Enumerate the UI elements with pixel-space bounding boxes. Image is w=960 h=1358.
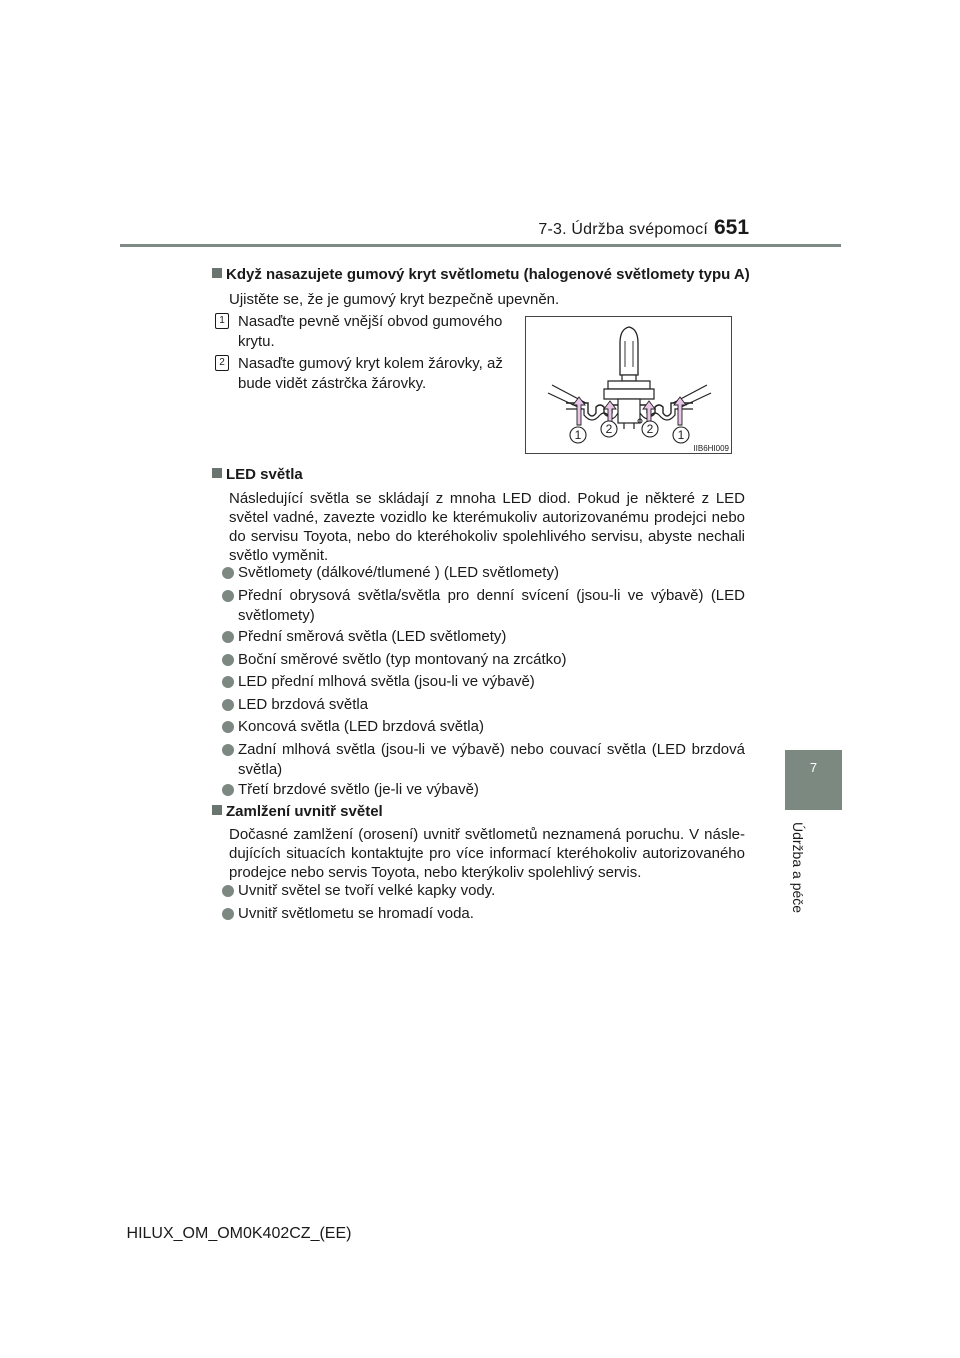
- callout-label: 1: [677, 428, 685, 442]
- bullet-icon: [222, 654, 234, 666]
- heading-square-icon: [212, 468, 222, 478]
- callout-label: 1: [574, 428, 582, 442]
- running-header-section: 7-3. Údržba svépomocí: [538, 221, 708, 238]
- step-text: Nasaďte gumový kryt kolem žárovky, až bude vidět zástrčka žárovky.: [238, 355, 503, 392]
- callout-label: 2: [646, 422, 654, 436]
- bullet-icon: [222, 908, 234, 920]
- list-item: Koncová světla (LED brzdová světla): [222, 717, 745, 737]
- chapter-number: 7: [809, 760, 818, 775]
- bullet-icon: [222, 590, 234, 602]
- section-heading-fogging: [212, 803, 383, 820]
- list-item: Světlomety (dálkové/tlumené ) (LED světlomety): [222, 563, 745, 583]
- heading-text: Zamlžení uvnitř světel: [226, 803, 383, 820]
- bullet-icon: [222, 721, 234, 733]
- chapter-title: Údržba a péče: [790, 822, 806, 914]
- bulb-flange-shape: [604, 389, 654, 399]
- list-item: LED brzdová světla: [222, 695, 745, 715]
- bulb-neck-shape: [622, 375, 636, 381]
- bulb-plug-shape: [618, 399, 640, 423]
- section-heading-led: [212, 466, 303, 483]
- bulb-base-shape: [608, 381, 650, 389]
- bulb-glass-shape: [620, 327, 638, 375]
- headlight-bulb-figure: [525, 316, 732, 454]
- list-item: Zadní mlhová světla (jsou-li ve výbavě) nebo couvací světla (LED brzdová světla): [222, 740, 745, 780]
- step-marker: 1: [215, 313, 229, 329]
- header-divider: [120, 244, 841, 247]
- step-text: Nasaďte pevně vnější obvod gumového krytu.: [238, 313, 503, 350]
- heading-text: Když nasazujete gumový kryt světlometu (halogenové světlomety typu A): [226, 266, 750, 283]
- bullet-icon: [222, 699, 234, 711]
- list-item: LED přední mlhová světla (jsou-li ve výbavě): [222, 672, 745, 692]
- section-intro: Ujistěte se, že je gumový kryt bezpečně upevněn.: [229, 291, 560, 308]
- list-item: Přední obrysová světla/světla pro denní svícení (jsou-li ve výbavě) (LED světlomety): [222, 586, 745, 626]
- bullet-icon: [222, 744, 234, 756]
- heading-square-icon: [212, 805, 222, 815]
- bullet-icon: [222, 567, 234, 579]
- figure-code: IIB6HI009: [693, 444, 729, 453]
- list-item: Přední směrová světla (LED světlomety): [222, 627, 745, 647]
- list-item: Třetí brzdové světlo (je-li ve výbavě): [222, 780, 745, 800]
- page-number: 651: [714, 216, 750, 239]
- bullet-icon: [222, 885, 234, 897]
- chapter-tab: [785, 750, 842, 810]
- bulb-diagram: [526, 317, 732, 454]
- section-body: Následující světla se skládají z mnoha LED diod. Pokud je některé z LED světel vadné, zavezte vozidlo ke kterémukoliv autorizovanému prodejci nebo do servisu Toyota, nebo do kteréhokoliv spolehlivého servisu, abyste nechali světlo vyměnit.: [229, 490, 745, 564]
- bullet-icon: [222, 676, 234, 688]
- list-item: Uvnitř světlometu se hromadí voda.: [222, 904, 745, 924]
- heading-text: LED světla: [226, 466, 303, 483]
- heading-square-icon: [212, 268, 222, 278]
- bullet-icon: [222, 784, 234, 796]
- section-body: Dočasné zamlžení (orosení) uvnitř světlometů neznamená poruchu. V násle- dujících situacích kontaktujte pro více informací kteréhokoliv autorizovaného prodejce nebo servis Toyota, nebo kterýkoliv spolehlivý servis.: [229, 826, 745, 881]
- list-item: Boční směrové světlo (typ montovaný na zrcátko): [222, 650, 745, 670]
- callout-label: 2: [605, 422, 613, 436]
- bullet-icon: [222, 631, 234, 643]
- document-code: HILUX_OM_OM0K402CZ_(EE): [126, 1225, 352, 1242]
- list-item: Uvnitř světel se tvoří velké kapky vody.: [222, 881, 745, 901]
- step-marker: 2: [215, 355, 229, 371]
- section-heading-rubber-cover: [212, 266, 750, 283]
